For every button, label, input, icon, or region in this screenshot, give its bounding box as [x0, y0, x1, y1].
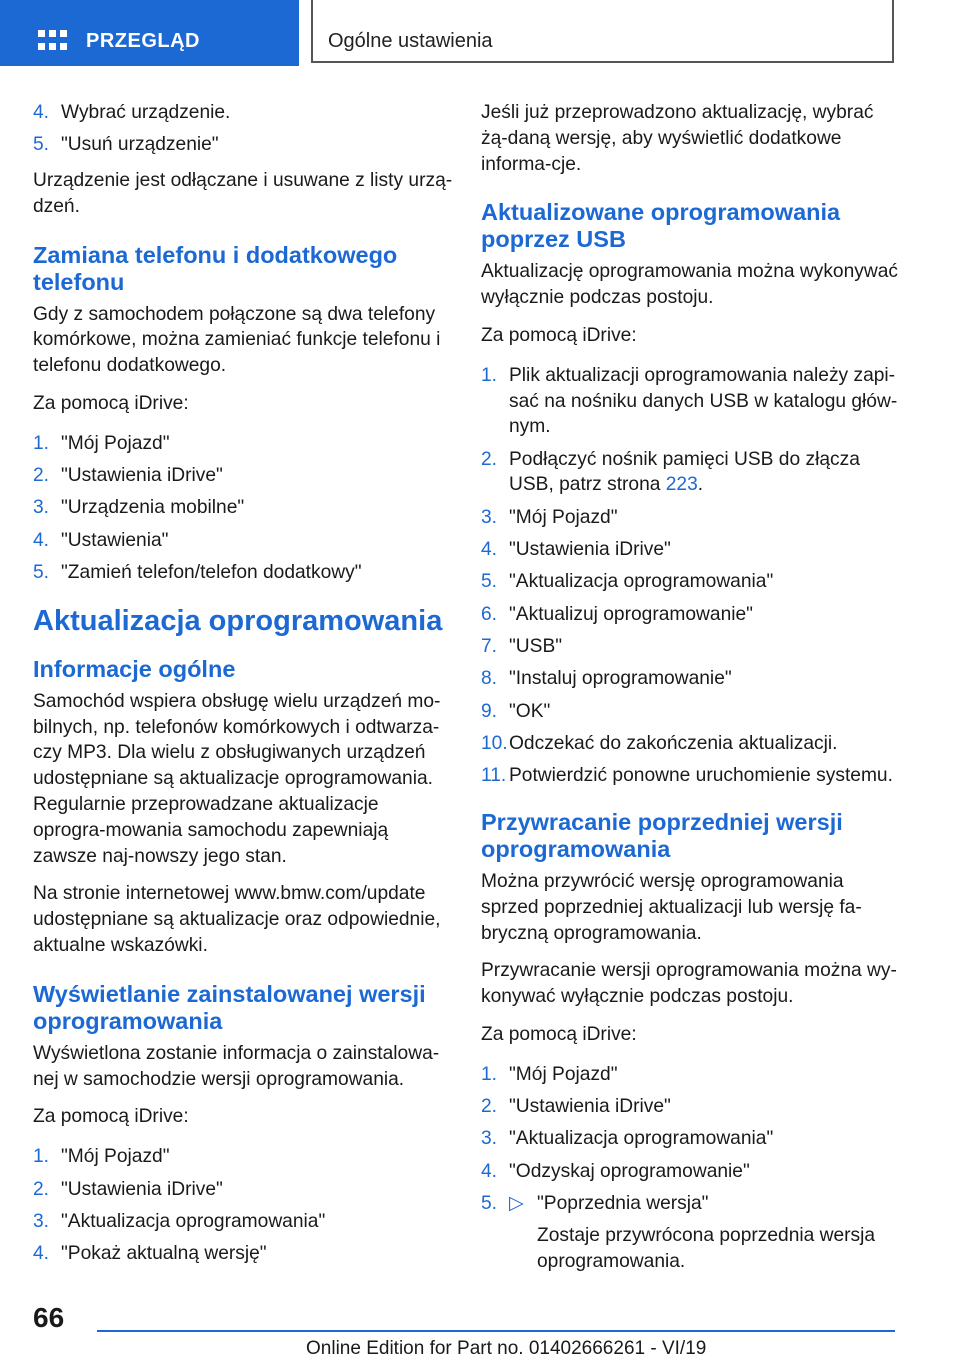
list-item: [481, 1094, 899, 1120]
triangle-right-icon: ▷: [509, 1192, 524, 1214]
section-title: Aktualizacja oprogramowania: [33, 604, 443, 637]
step-list: [481, 505, 899, 789]
paragraph: Na stronie internetowej www.bmw.com/update udostępniane są aktualizacje oraz odpowiednie, aktualne wskazówki.: [33, 883, 441, 957]
step-number: 2.: [33, 465, 50, 487]
result-row: [509, 1191, 899, 1274]
list-item: [481, 731, 899, 757]
result-body: [537, 1191, 899, 1274]
step-text: [509, 1191, 899, 1274]
subsection-title: Wyświetlanie zainstalowanej wersji oprogramowania: [33, 980, 426, 1034]
step-number: 1.: [33, 432, 50, 454]
list-item: [481, 537, 899, 563]
list-item: [481, 634, 899, 660]
step-number: 5.: [481, 571, 498, 593]
paragraph: Urządzenie jest odłączane i usuwane z listy urzą-dzeń.: [33, 170, 453, 217]
step-text: "OK": [509, 700, 551, 722]
page-link[interactable]: 223: [665, 474, 698, 496]
step-list: [33, 1144, 453, 1267]
list-item: [33, 463, 453, 489]
step-number: 9.: [481, 700, 498, 722]
list-item: [481, 699, 899, 725]
footer-divider: [97, 1330, 895, 1332]
step-text: Potwierdzić ponowne uruchomienie systemu.: [509, 765, 893, 787]
idrive-intro: Za pomocą iDrive:: [33, 393, 189, 415]
list-item: [33, 1209, 453, 1235]
step-text: "Ustawienia": [61, 529, 169, 551]
right-column: [481, 100, 899, 1288]
step-text: "Ustawienia iDrive": [509, 1096, 671, 1118]
step-text: "Aktualizacja oprogramowania": [509, 1128, 774, 1150]
step-text: "Aktualizacja oprogramowania": [509, 571, 774, 593]
step-text: "Usuń urządzenie": [61, 134, 219, 156]
step-number: 3.: [481, 1128, 498, 1150]
step-text: "Ustawienia iDrive": [61, 1178, 223, 1200]
list-item: [33, 1241, 453, 1267]
footer: [0, 1290, 960, 1362]
step-list: [481, 363, 899, 498]
step-text: "Ustawienia iDrive": [509, 539, 671, 561]
step-number: 3.: [33, 1210, 50, 1232]
list-item: [481, 447, 899, 499]
idrive-intro: Za pomocą iDrive:: [481, 1023, 637, 1045]
list-item: [481, 763, 899, 789]
step-number: 2.: [33, 1178, 50, 1200]
step-text: "USB": [509, 635, 563, 657]
step-text: "Instaluj oprogramowanie": [509, 668, 732, 690]
step-number: 1.: [481, 364, 498, 386]
list-item: [481, 1062, 899, 1088]
page-number: 66: [33, 1302, 65, 1333]
step-text: "Aktualizacja oprogramowania": [61, 1210, 326, 1232]
subsection-title: Przywracanie poprzedniej wersji oprogramowania: [481, 808, 843, 862]
step-text: "Odzyskaj oprogramowanie": [509, 1160, 750, 1182]
header: [0, 0, 960, 66]
step-text: Plik aktualizacji oprogramowania należy zapi-sać na nośniku danych USB w katalogu głów-nym.: [509, 364, 898, 438]
step-list: [33, 431, 453, 586]
edition-note: Online Edition for Part no. 01402666261 - VI/19: [306, 1338, 707, 1359]
paragraph: Aktualizację oprogramowania można wykonywać wyłącznie podczas postoju.: [481, 261, 898, 309]
step-number: 1.: [481, 1063, 498, 1085]
step-text: "Mój Pojazd": [509, 506, 618, 528]
list-item: [481, 1191, 899, 1274]
step-text: "Ustawienia iDrive": [61, 465, 223, 487]
step-number: 4.: [33, 529, 50, 551]
result-note: Zostaje przywrócona poprzednia wersja oprogramowania.: [537, 1224, 876, 1272]
step-list: [33, 100, 453, 158]
grid-icon: [38, 30, 66, 52]
step-text: Odczekać do zakończenia aktualizacji.: [509, 732, 838, 754]
step-number: 5.: [481, 1192, 498, 1214]
step-list: [481, 1062, 899, 1185]
step-number: 8.: [481, 668, 498, 690]
step-text-part: .: [697, 474, 704, 496]
list-item: [481, 1126, 899, 1152]
overview-label: PRZEGLĄD: [86, 30, 200, 52]
step-number: 5.: [33, 134, 50, 156]
subsection-title: Aktualizowane oprogramowania poprzez USB: [481, 199, 841, 253]
step-text: [509, 447, 899, 499]
list-item: [33, 528, 453, 554]
step-text: Wybrać urządzenie.: [61, 102, 231, 123]
list-item: [33, 132, 453, 158]
step-number: 3.: [481, 506, 498, 528]
step-number: 2.: [481, 1096, 498, 1118]
step-number: 4.: [481, 1160, 498, 1182]
list-item: [33, 1144, 453, 1170]
list-item: [481, 666, 899, 692]
list-item: [481, 569, 899, 595]
step-number: 4.: [33, 1243, 50, 1265]
paragraph: Można przywrócić wersję oprogramowania sprzed poprzedniej aktualizacji lub wersję fa-bryczną oprogramowania.: [481, 870, 862, 944]
step-number: 6.: [481, 603, 498, 625]
result-text: "Poprzednia wersja": [537, 1192, 709, 1214]
step-text: "Pokaż aktualną wersję": [61, 1243, 267, 1265]
step-text: "Mój Pojazd": [61, 1146, 170, 1168]
step-text: "Mój Pojazd": [509, 1063, 618, 1085]
list-item: [481, 363, 899, 440]
chapter-tab[interactable]: [311, 0, 894, 63]
step-number: 1.: [33, 1146, 50, 1168]
list-item: [33, 1177, 453, 1203]
step-number: 11.: [481, 765, 507, 787]
left-column: [33, 100, 453, 1281]
step-text: "Urządzenia mobilne": [61, 497, 245, 519]
step-text: "Zamień telefon/telefon dodatkowy": [61, 562, 362, 584]
list-item: [481, 602, 899, 628]
step-number: 5.: [33, 562, 50, 584]
list-item: [33, 560, 453, 586]
chapter-title: Ogólne ustawienia: [328, 30, 493, 52]
step-list: [481, 1191, 899, 1274]
idrive-intro: Za pomocą iDrive:: [33, 1106, 189, 1128]
subsection-title: Zamiana telefonu i dodatkowego telefonu: [33, 241, 398, 295]
step-number: 4.: [481, 539, 498, 561]
paragraph: Jeśli już przeprowadzono aktualizację, wybrać żą-daną wersję, aby wyświetlić dodatkowe informa-cje.: [481, 102, 874, 175]
step-number: 4.: [33, 102, 50, 123]
paragraph: Wyświetlona zostanie informacja o zainstalowa-nej w samochodzie wersji oprogramowania.: [33, 1042, 440, 1090]
list-item: [33, 431, 453, 457]
list-item: [481, 505, 899, 531]
paragraph: Przywracanie wersji oprogramowania można wy-konywać wyłącznie podczas postoju.: [481, 960, 897, 1008]
list-item: [33, 100, 453, 126]
paragraph: Samochód wspiera obsługę wielu urządzeń mo-bilnych, np. telefonów komórkowych i odtwarza-czy MP3. Dla wielu z obsługiwanych urządzeń udostępniane są aktualizacje oprogramowania. Regularnie przeprowadzane aktualizacje oprogra-mowania samochodu zapewniają zawsze naj-nowszy jego stan.: [33, 690, 441, 867]
list-item: [481, 1159, 899, 1185]
paragraph: Gdy z samochodem połączone są dwa telefony komórkowe, można zamieniać funkcje telefonu i telefonu dodatkowego.: [33, 303, 441, 377]
step-text: "Mój Pojazd": [61, 432, 170, 454]
list-item: [33, 495, 453, 521]
idrive-intro: Za pomocą iDrive:: [481, 324, 637, 346]
step-number: 2.: [481, 448, 498, 470]
step-number: 10.: [481, 732, 508, 754]
step-text: "Aktualizuj oprogramowanie": [509, 603, 753, 625]
step-number: 7.: [481, 635, 498, 657]
subsection-title: Informacje ogólne: [33, 655, 236, 682]
step-text-part: Podłączyć nośnik pamięci USB do złącza USB, patrz strona: [509, 448, 860, 496]
step-number: 3.: [33, 497, 50, 519]
overview-button[interactable]: [0, 0, 299, 66]
